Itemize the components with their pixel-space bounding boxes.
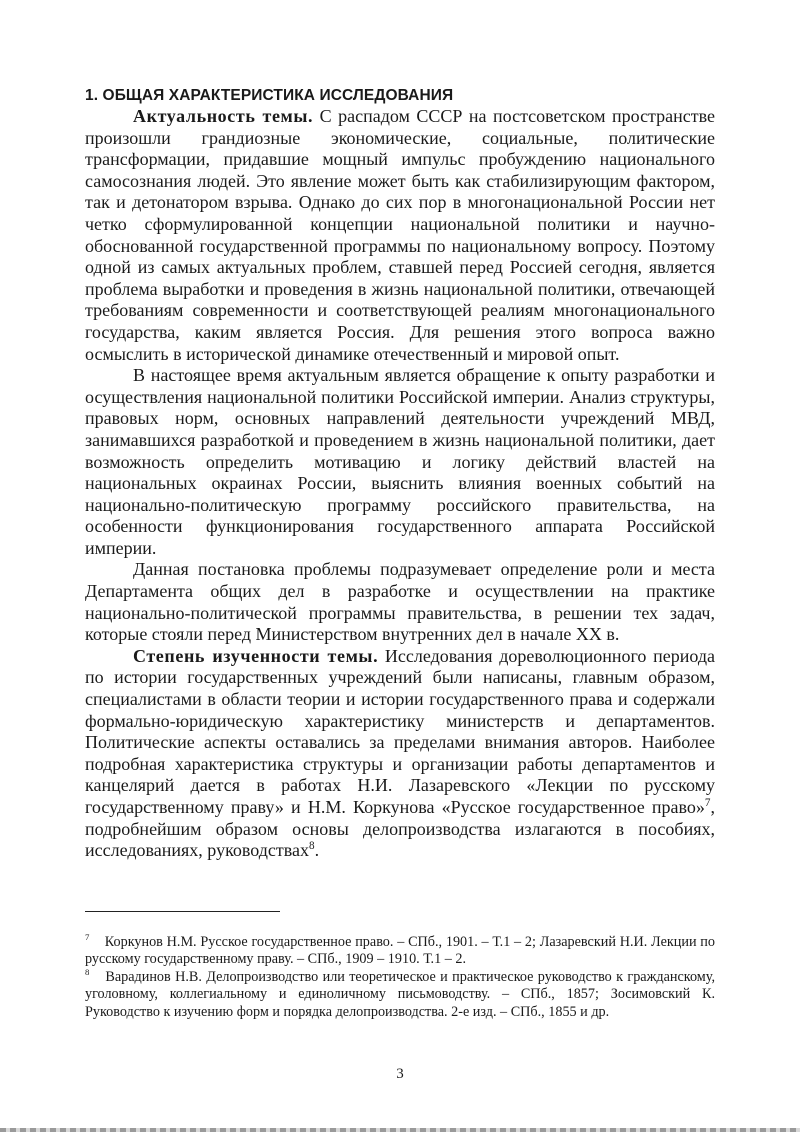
relevance-lead: Актуальность темы. [133, 106, 314, 126]
footnote-text: Варадинов Н.В. Делопроизводство или теоретическое и практическое руководство к гражданскому, уголовному, коллегиальному и единоличному письмоводству. – СПб., 1857; Зосимовский К. Руководство к изучению форм и порядка делопроизводства. 2-е изд. – СПб., 1855 и др. [85, 968, 715, 1020]
footnote-7: $^7$ Коркунов Н.М. Русское государственное право. – СПб., 1901. – Т.1 – 2; Лазаревский Н.И. Лекции по русскому государственному праву. – СПб., 1909 – 1910. Т.1 – 2. [85, 932, 715, 968]
section-heading: 1. ОБЩАЯ ХАРАКТЕРИСТИКА ИССЛЕДОВАНИЯ [85, 87, 454, 104]
study-degree-text-b: , подробнейшим образом основы делопроизводства излагаются в пособиях, исследованиях, руководствах [85, 797, 715, 861]
paragraph-current-approach: В настоящее время актуальным является обращение к опыту разработки и осуществления национальной политики Российской империи. Анализ структуры, правовых норм, основных направлений деятельности учреждений МВД, занимавшихся разработкой и проведением в жизнь национальной политики, дает возможность определить мотивацию и логику действий властей на национальных окраинах России, выяснить влияния военных событий на национально-политическую программу российского правительства, на особенности функционирования государственного аппарата Российской империи. [85, 365, 715, 558]
footnote-text: Коркунов Н.М. Русское государственное право. – СПб., 1901. – Т.1 – 2; Лазаревский Н.И. Лекции по русскому государственному праву. – СПб., 1909 – 1910. Т.1 – 2. [85, 934, 715, 968]
study-degree-text-c: . [314, 840, 320, 861]
footnote-divider [85, 911, 280, 912]
paragraph-problem-statement: Данная постановка проблемы подразумевает определение роли и места Департамента общих дел в разработке и осуществлении на практике национально-политической программы правительства, в решении тех задач, которые стояли перед Министерством внутренних дел в начале XX в. [85, 559, 715, 645]
paragraph-relevance [85, 106, 715, 365]
footnote-ref-7[interactable]: 7 [704, 797, 711, 809]
footnote-8: $^8$ Варадинов Н.В. Делопроизводство или теоретическое и практическое руководство к гражданскому, уголовному, коллегиальному и единоличному письмоводству. – СПб., 1857; Зосимовский К. Руководство к изучению форм и порядка делопроизводства. 2-е изд. – СПб., 1855 и др. [85, 967, 715, 1020]
footnotes [85, 934, 715, 1021]
study-degree-text-a: Исследования дореволюционного периода по истории государственных учреждений были написаны, главным образом, специалистами в области теории и истории государственного права и содержали формально-юридическую характеристику министерств и департаментов. Политические аспекты оставались за пределами внимания авторов. Наиболее подробная характеристика структуры и организации работы департаментов и канцелярий дается в работах Н.И. Лазаревского «Лекции по русскому государственному праву» и Н.М. Коркунова «Русское государственное право» [85, 645, 715, 817]
scan-edge-artifact [0, 1128, 800, 1132]
relevance-text: С распадом СССР на постсоветском пространстве произошли грандиозные экономические, социальные, политические трансформации, придавшие мощный импульс пробуждению национального самосознания людей. Это явление может быть как стабилизирующим фактором, так и детонатором взрыва. Однако до сих пор в многонациональной России нет четко сформулированной концепции национальной политики и научно-обоснованной государственной программы по национальному вопросу. Поэтому одной из самых актуальных проблем, ставшей перед Россией сегодня, является проблема выработки и проведения в жизнь национальной политики, отвечающей требованиям современности и соответствующей реалиям многонационального государства, каким является Россия. Для решения этого вопроса важно осмыслить в исторической динамике отечественный и мировой опыт. [85, 106, 715, 364]
footnote-ref-8[interactable]: 8 [309, 840, 315, 853]
study-degree-lead: Степень изученности темы. [133, 645, 379, 666]
page-number: 3 [396, 1066, 404, 1082]
paragraph-study-degree [85, 646, 715, 862]
body-text [85, 106, 715, 862]
